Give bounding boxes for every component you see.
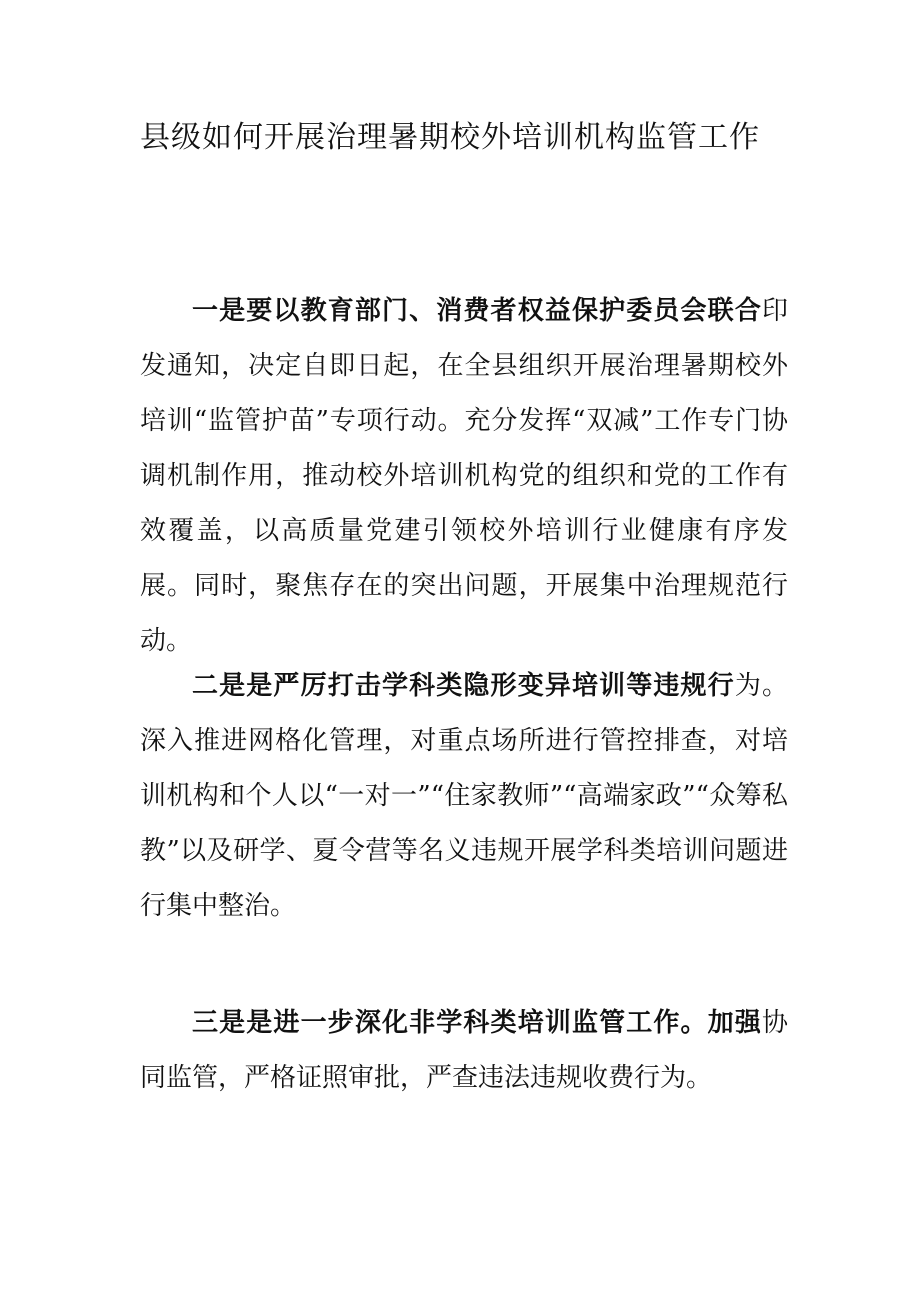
paragraph-1 xyxy=(140,284,788,669)
paragraph-1-body: 印发通知，决定自即日起，在全县组织开展治理暑期校外培训“监管护苗”专项行动。充分发挥“双减”工作专门协调机制作用，推动校外培训机构党的组织和党的工作有效覆盖，以高质量党建引领校外培训行业健康有序发展。同时，聚焦存在的突出问题，开展集中治理规范行动。 xyxy=(140,296,788,656)
paragraph-3-body: 协同监管，严格证照审批，严查违法违规收费行为。 xyxy=(140,1008,788,1093)
paragraph-2-body: 为。深入推进网格化管理，对重点场所进行管控排查，对培训机构和个人以“一对一”“住家教师”“高端家政”“众筹私教”以及研学、夏令营等名义违规开展学科类培训问题进行集中整治。 xyxy=(140,671,788,921)
paragraph-2-lead: 二是是严厉打击学科类隐形变异培训等违规行 xyxy=(192,671,735,701)
paragraph-1-lead: 一是要以教育部门、消费者权益保护委员会联合 xyxy=(192,296,762,326)
document-title: 县级如何开展治理暑期校外培训机构监管工作 xyxy=(140,120,760,155)
paragraph-3-lead: 三是是进一步深化非学科类培训监管工作。加强 xyxy=(192,1008,762,1038)
paragraph-2 xyxy=(140,659,788,934)
paragraph-3 xyxy=(140,996,788,1106)
